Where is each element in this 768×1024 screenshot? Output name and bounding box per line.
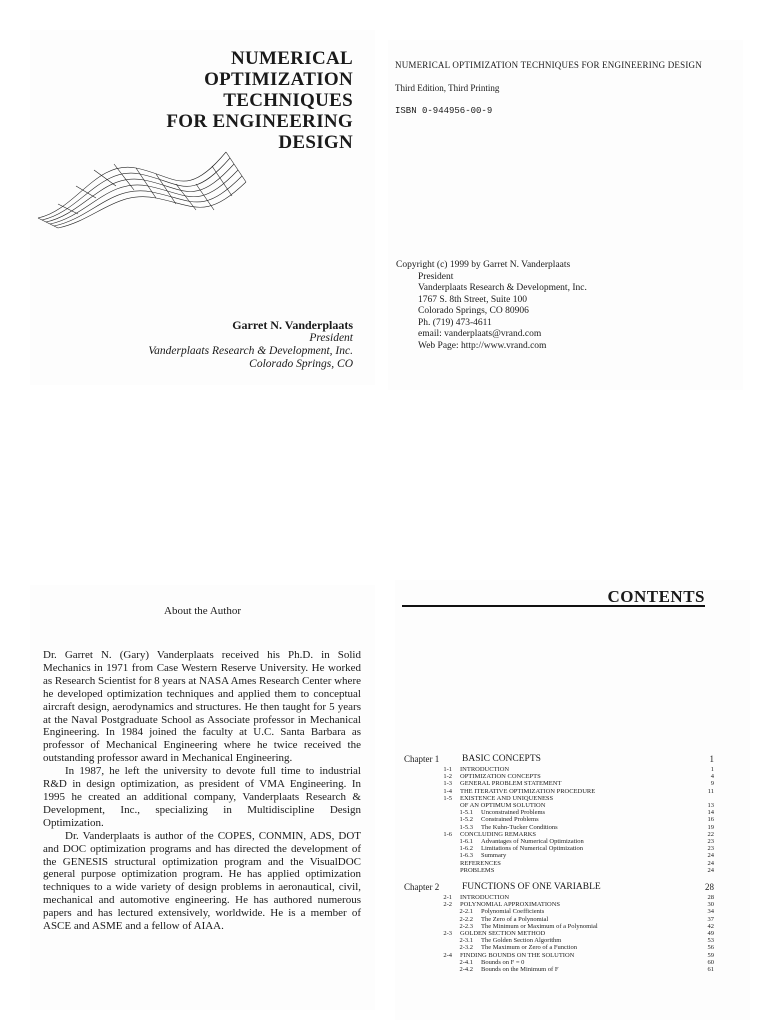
toc-entry-text: FINDING BOUNDS ON THE SOLUTION	[460, 951, 575, 959]
toc-entry-number: 2-2.1	[459, 908, 473, 916]
toc-entry-number: 1-5.2	[459, 816, 473, 824]
toc-entry-text: EXISTENCE AND UNIQUENESS	[460, 794, 554, 802]
toc-entry-page: 28	[707, 894, 714, 902]
chapter-page: 1	[709, 754, 714, 764]
toc-entry-text: The Kuhn-Tucker Conditions	[481, 823, 558, 831]
book-title	[166, 48, 353, 153]
toc-entry-text: REFERENCES	[460, 859, 501, 867]
toc-entry-text: OF AN OPTIMUM SOLUTION	[460, 802, 546, 810]
toc-entry-number: 2-2	[443, 901, 452, 909]
toc-entry-text: CONCLUDING REMARKS	[460, 830, 537, 838]
toc-entry-number: 2-3.1	[459, 937, 473, 945]
toc-entry-text: INTRODUCTION	[460, 766, 510, 773]
chapter-page: 28	[705, 882, 714, 893]
copyright-detail-line: 1767 S. 8th Street, Suite 100	[418, 294, 527, 305]
copyright-detail-line: Vanderplaats Research & Development, Inc.	[418, 283, 587, 293]
author-name: Garret N. Vanderplaats	[232, 318, 353, 332]
toc-chapter-row	[404, 754, 714, 765]
toc-entry-number: 2-3.2	[459, 944, 473, 952]
toc-entry-number: 1-1	[443, 766, 452, 773]
toc-entry-page: 42	[707, 922, 714, 930]
toc-entry-number: 2-2.2	[459, 915, 473, 923]
toc-entry-row	[404, 766, 714, 773]
toc-entry-number: 1-6.3	[459, 852, 473, 860]
toc-entry-number: 1-6.1	[459, 838, 473, 846]
copyright-detail-line: Ph. (719) 473-4611	[418, 317, 492, 328]
toc-entry-row	[404, 838, 714, 845]
toc-entry-row	[404, 930, 714, 937]
toc-entry-page: 9	[710, 780, 714, 788]
copyright-detail-line: email: vanderplaats@vrand.com	[418, 329, 542, 339]
about-author-page	[30, 585, 375, 1010]
toc-entry-page: 1	[710, 766, 714, 773]
toc-entry-text: The Zero of a Polynomial	[481, 915, 549, 923]
toc-entry-page: 61	[707, 966, 714, 974]
toc-entry-number: 1-2	[443, 773, 452, 781]
toc-entry-number: 1-5.1	[459, 809, 473, 817]
toc-entry-row	[404, 860, 714, 867]
author-biography	[43, 649, 361, 933]
toc-entry-text: GOLDEN SECTION METHOD	[460, 930, 546, 938]
copyright-line: Copyright (c) 1999 by Garret N. Vanderplaats	[396, 260, 571, 270]
toc-entry-row	[404, 795, 714, 802]
toc-entry-row	[404, 802, 714, 809]
copyright-page	[388, 40, 743, 390]
toc-entry-page	[694, 795, 714, 802]
toc-entry-text: INTRODUCTION	[460, 894, 510, 902]
author-location: Colorado Springs, CO	[249, 358, 353, 370]
toc-entry-row	[404, 816, 714, 823]
toc-entry-page: 24	[707, 852, 714, 860]
author-org: Vanderplaats Research & Development, Inc.	[148, 345, 353, 357]
toc-entry-text: Summary	[481, 852, 507, 860]
toc-entry-page: 37	[707, 915, 714, 923]
toc-entry-row	[404, 867, 714, 874]
toc-entry-page: 34	[707, 908, 714, 916]
surface-mesh-illustration	[36, 140, 251, 230]
title-line: FOR ENGINEERING	[166, 111, 353, 132]
chapter-label: Chapter 2	[404, 882, 440, 893]
toc-entry-text: The Golden Section Algorithm	[481, 937, 562, 945]
toc-entry-page: 53	[707, 937, 714, 945]
table-of-contents	[404, 754, 714, 973]
toc-entry-page: 60	[707, 958, 714, 966]
toc-entry-row	[404, 824, 714, 831]
bio-paragraph: Dr. Garret N. (Gary) Vanderplaats received his Ph.D. in Solid Mechanics in 1971 from Case Western Reserve University. He worked as Research Scientist for 8 years at NASA Ames Research Center where he developed optimization techniques and applied them to conceptual aircraft design, aerodynamics and structures. He then taught for 5 years at the Naval Postgraduate School as Associate professor in Mechanical Engineering. In 1984 joined the faculty at U.C. Santa Barbara as professor of Mechanical Engineering where he twice received the outstanding professor award in Mechanical Engineering.	[43, 649, 361, 765]
toc-entry-page: 24	[707, 859, 714, 867]
copyright-detail-line: President	[418, 271, 454, 282]
toc-entry-row	[404, 852, 714, 859]
toc-entry-number: 2-2.3	[459, 922, 473, 930]
toc-entry-text: Unconstrained Problems	[481, 809, 546, 817]
toc-entry-page: 13	[707, 802, 714, 810]
chapter-title: BASIC CONCEPTS	[462, 754, 541, 764]
toc-entry-number: 1-6	[443, 830, 452, 838]
toc-entry-page: 24	[707, 866, 714, 874]
toc-entry-row	[404, 901, 714, 908]
toc-entry-text: GENERAL PROBLEM STATEMENT	[460, 780, 562, 788]
toc-entry-row	[404, 937, 714, 944]
toc-entry-row	[404, 916, 714, 923]
toc-entry-row	[404, 894, 714, 901]
toc-entry-text: Bounds on the Minimum of F	[481, 966, 559, 974]
toc-entry-text: POLYNOMIAL APPROXIMATIONS	[460, 901, 561, 909]
author-role: President	[309, 332, 353, 344]
toc-entry-number: 1-4	[443, 787, 452, 795]
chapter-title: FUNCTIONS OF ONE VARIABLE	[462, 882, 601, 893]
toc-entry-text: The Maximum or Zero of a Function	[481, 944, 578, 952]
toc-entry-number: 2-4.1	[459, 958, 473, 966]
toc-entry-text: Polynomial Coefficients	[481, 908, 545, 916]
toc-entry-text: The Minimum or Maximum of a Polynomial	[481, 922, 598, 930]
toc-entry-number: 1-5.3	[459, 823, 473, 831]
toc-entry-row	[404, 845, 714, 852]
copyright-block	[396, 260, 587, 352]
bio-paragraph: Dr. Vanderplaats is author of the COPES, CONMIN, ADS, DOT and DOC optimization programs and has directed the development of the GENESIS structural optimization program and the VisualDOC general purpose optimization program. He has applied optimization techniques to a wide variety of design problems in aeronautical, civil, mechanical and automotive engineering. He has authored numerous papers and has lectured extensively, worldwide. He is a member of ASCE and ASME and a fellow of AIAA.	[43, 829, 361, 933]
toc-entry-page: 59	[707, 951, 714, 959]
title-line: DESIGN	[278, 132, 353, 153]
toc-entry-number: 1-6.2	[459, 845, 473, 853]
toc-entry-text: Limitations of Numerical Optimization	[481, 845, 583, 853]
toc-entry-page: 56	[707, 944, 714, 952]
toc-entry-number: 2-4.2	[459, 966, 473, 974]
contents-page	[395, 580, 750, 1020]
toc-entry-row	[404, 944, 714, 951]
toc-entry-text: OPTIMIZATION CONCEPTS	[460, 773, 541, 781]
toc-entry-page: 4	[710, 773, 714, 781]
copyright-detail-line: Colorado Springs, CO 80906	[418, 306, 529, 316]
toc-entry-text: Advantages of Numerical Optimization	[481, 838, 584, 846]
toc-entry-number: 1-5	[443, 794, 452, 802]
toc-entry-page: 14	[707, 809, 714, 817]
toc-entry-row	[404, 773, 714, 780]
isbn-text: ISBN 0-944956-00-9	[395, 106, 493, 116]
bio-paragraph: In 1987, he left the university to devote full time to industrial R&D in design optimization, as president of VMA Engineering. In 1995 he created an additional company, Vanderplaats Research & Development, Inc., specializing in Multidiscipline Design Optimization.	[43, 765, 361, 829]
toc-entry-row	[404, 959, 714, 966]
chapter-gap	[404, 874, 714, 882]
toc-entry-number	[404, 860, 460, 867]
toc-entry-number	[404, 802, 460, 809]
toc-entry-number: 1-3	[443, 780, 452, 788]
contents-heading: CONTENTS	[607, 587, 705, 606]
toc-entry-page: 19	[707, 823, 714, 831]
toc-entry-page: 22	[707, 830, 714, 838]
title-page	[30, 30, 375, 385]
copyright-page-heading: NUMERICAL OPTIMIZATION TECHNIQUES FOR ENGINEERING DESIGN	[395, 60, 702, 70]
title-line: NUMERICAL	[231, 48, 353, 69]
author-block	[148, 319, 353, 371]
toc-entry-row	[404, 831, 714, 838]
toc-entry-number	[404, 867, 460, 874]
toc-entry-page: 16	[707, 816, 714, 824]
toc-entry-row	[404, 809, 714, 816]
toc-entry-number: 2-3	[443, 930, 452, 938]
edition-text: Third Edition, Third Printing	[395, 83, 500, 93]
toc-entry-row	[404, 952, 714, 959]
toc-entry-row	[404, 780, 714, 787]
toc-entry-page: 30	[707, 901, 714, 909]
toc-entry-page: 23	[707, 838, 714, 846]
title-line: TECHNIQUES	[223, 90, 353, 111]
toc-entry-row	[404, 966, 714, 973]
toc-entry-number: 2-4	[443, 951, 452, 959]
toc-entry-text: THE ITERATIVE OPTIMIZATION PROCEDURE	[460, 787, 596, 795]
toc-entry-text: Bounds on F = 0	[481, 958, 525, 966]
copyright-detail-line: Web Page: http://www.vrand.com	[418, 340, 547, 351]
chapter-label: Chapter 1	[404, 754, 440, 764]
toc-entry-page: 11	[707, 787, 714, 795]
toc-entry-row	[404, 923, 714, 930]
toc-entry-text: PROBLEMS	[460, 866, 495, 874]
toc-entry-page: 49	[707, 930, 714, 938]
about-heading: About the Author	[164, 605, 241, 617]
toc-entry-number: 2-1	[443, 894, 452, 902]
toc-entry-row	[404, 908, 714, 915]
toc-entry-text: Constrained Problems	[481, 816, 539, 824]
toc-entry-row	[404, 788, 714, 795]
toc-entry-page: 23	[707, 845, 714, 853]
toc-chapter-row	[404, 882, 714, 893]
title-line: OPTIMIZATION	[204, 69, 353, 90]
